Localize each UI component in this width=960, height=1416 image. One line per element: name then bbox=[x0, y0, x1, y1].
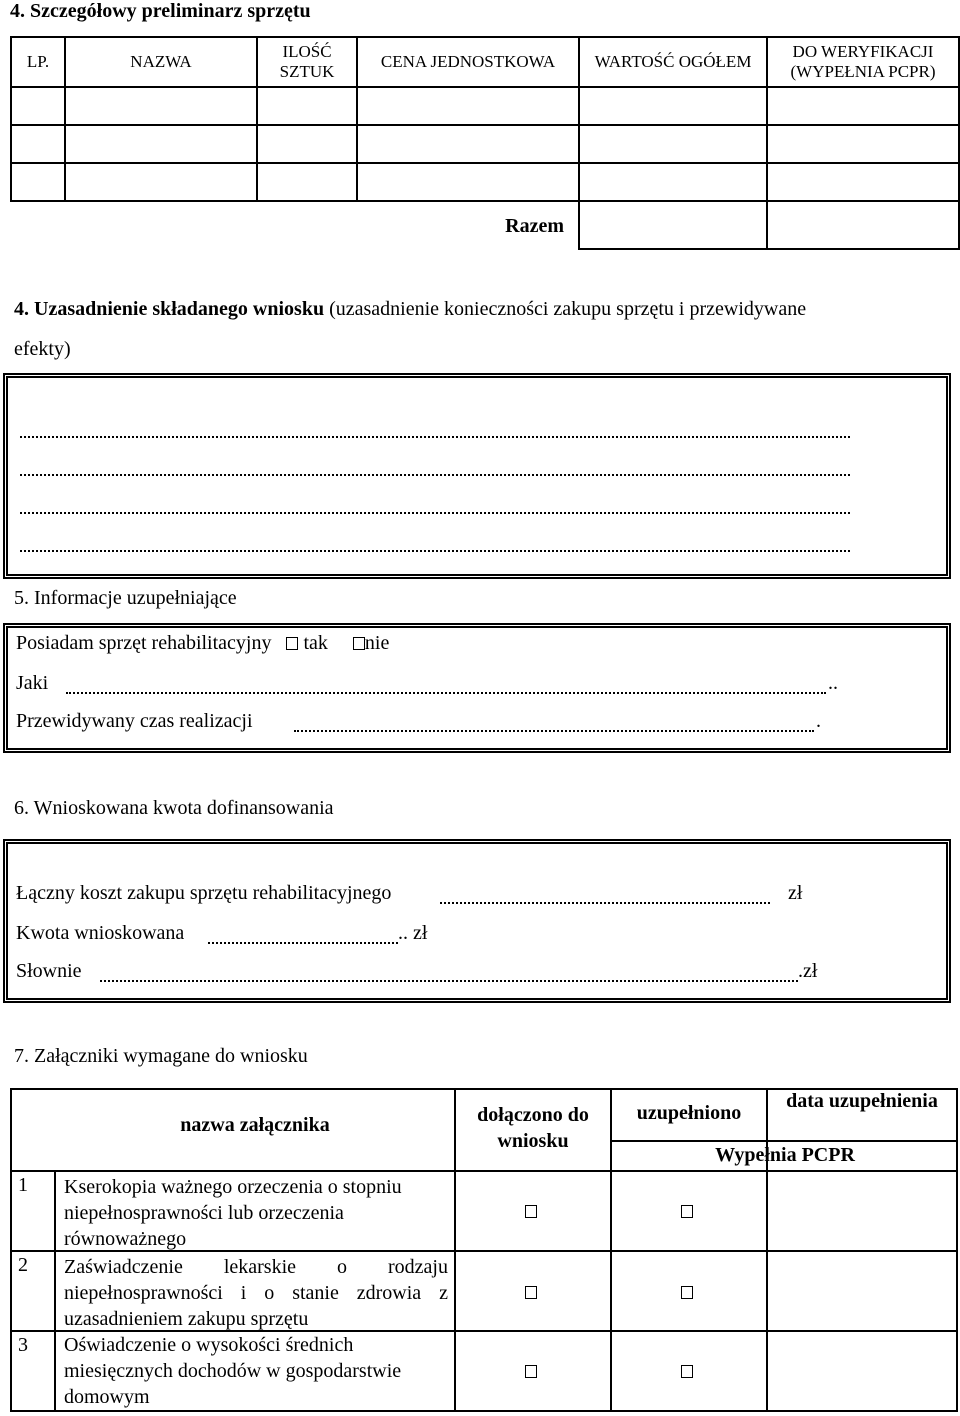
justification-title bbox=[14, 298, 806, 321]
justification-title-bold: 4. Uzasadnienie składanego wniosku bbox=[14, 298, 325, 320]
supplementary-info-box bbox=[6, 626, 948, 750]
row-1-completed-checkbox[interactable] bbox=[681, 1205, 693, 1218]
table-cell[interactable] bbox=[257, 87, 357, 125]
dotted-line bbox=[20, 550, 850, 552]
table-cell[interactable] bbox=[65, 163, 257, 201]
col-date-header: data uzupełnienia bbox=[786, 1090, 938, 1112]
row-3-completed-checkbox[interactable] bbox=[681, 1365, 693, 1378]
section-6-title: 6. Wnioskowana kwota dofinansowania bbox=[14, 797, 334, 819]
header-total-value: WARTOŚĆ OGÓŁEM bbox=[579, 37, 767, 87]
header-lp: LP. bbox=[11, 37, 65, 87]
table-cell[interactable] bbox=[11, 125, 65, 163]
table-row bbox=[11, 87, 959, 125]
row-2-line-2: niepełnosprawności i o stanie zdrowia z bbox=[64, 1282, 448, 1304]
equipment-question bbox=[16, 632, 389, 655]
time-end: . bbox=[816, 710, 821, 732]
section-5-title: 5. Informacje uzupełniające bbox=[14, 587, 237, 609]
row-3-line-1: Oświadczenie o wysokości średnich bbox=[64, 1334, 354, 1356]
table-cell[interactable] bbox=[579, 163, 767, 201]
equipment-table bbox=[10, 36, 960, 250]
table-row bbox=[11, 125, 959, 163]
words-end: .zł bbox=[798, 960, 818, 982]
requested-input[interactable] bbox=[208, 942, 398, 944]
justification-title-rest: (uzasadnienie konieczności zakupu sprzętu i przewidywane bbox=[324, 298, 807, 320]
row-1-attached-checkbox[interactable] bbox=[525, 1205, 537, 1218]
section-4-title: 4. Szczegółowy preliminarz sprzętu bbox=[10, 0, 311, 22]
requested-label: Kwota wnioskowana bbox=[16, 922, 185, 944]
row-2-line-3: uzasadnieniem zakupu sprzętu bbox=[64, 1308, 309, 1330]
which-input[interactable] bbox=[66, 692, 826, 694]
table-row bbox=[11, 163, 959, 201]
row-3-name bbox=[64, 1332, 448, 1410]
time-label: Przewidywany czas realizacji bbox=[16, 710, 253, 732]
row-2-completed-checkbox[interactable] bbox=[681, 1286, 693, 1299]
no-label: nie bbox=[364, 632, 390, 654]
words-input[interactable] bbox=[100, 980, 798, 982]
col-completed-header: uzupełniono bbox=[636, 1102, 742, 1124]
total-value-cell[interactable] bbox=[579, 201, 767, 249]
total-cost-currency: zł bbox=[788, 882, 803, 904]
table-cell[interactable] bbox=[767, 163, 959, 201]
justification-box[interactable] bbox=[6, 376, 948, 576]
table-cell[interactable] bbox=[579, 87, 767, 125]
row-3-line-3: domowym bbox=[64, 1386, 150, 1408]
row-2-name bbox=[64, 1254, 448, 1332]
total-cost-label: Łączny koszt zakupu sprzętu rehabilitacyjnego bbox=[16, 882, 392, 904]
row-2-line-1: Zaświadczenie lekarskie o rodzaju bbox=[64, 1256, 448, 1278]
table-cell[interactable] bbox=[767, 125, 959, 163]
equipment-table-header bbox=[11, 37, 959, 87]
table-cell[interactable] bbox=[579, 125, 767, 163]
row-3-num: 3 bbox=[18, 1334, 28, 1356]
header-name: NAZWA bbox=[65, 37, 257, 87]
table-cell[interactable] bbox=[11, 87, 65, 125]
row-1-line-2: niepełnosprawności lub orzeczenia bbox=[64, 1202, 344, 1224]
pcpr-note: Wypełnia PCPR bbox=[715, 1144, 855, 1166]
header-unit-price: CENA JEDNOSTKOWA bbox=[357, 37, 579, 87]
dotted-line bbox=[20, 474, 850, 476]
funding-box bbox=[6, 842, 948, 1000]
time-input[interactable] bbox=[294, 730, 814, 732]
table-cell[interactable] bbox=[257, 163, 357, 201]
table-cell[interactable] bbox=[357, 163, 579, 201]
table-cell[interactable] bbox=[257, 125, 357, 163]
attachments-table bbox=[10, 1088, 958, 1412]
total-verification-cell[interactable] bbox=[767, 201, 959, 249]
row-3-attached-checkbox[interactable] bbox=[525, 1365, 537, 1378]
dotted-line bbox=[20, 512, 850, 514]
header-qty: ILOŚĆ SZTUK bbox=[257, 37, 357, 87]
which-label: Jaki bbox=[16, 672, 49, 694]
col-name-header: nazwa załącznika bbox=[180, 1114, 330, 1136]
total-row bbox=[11, 201, 959, 249]
words-label: Słownie bbox=[16, 960, 82, 982]
table-cell[interactable] bbox=[357, 125, 579, 163]
row-1-num: 1 bbox=[18, 1174, 28, 1196]
checkbox-no[interactable] bbox=[353, 637, 365, 650]
col-attached-header: dołączono do wniosku bbox=[477, 1104, 589, 1152]
table-cell[interactable] bbox=[65, 125, 257, 163]
table-cell[interactable] bbox=[357, 87, 579, 125]
row-3-line-2: miesięcznych dochodów w gospodarstwie bbox=[64, 1360, 402, 1382]
total-label: Razem bbox=[11, 201, 579, 249]
row-1-line-1: Kserokopia ważnego orzeczenia o stopniu bbox=[64, 1176, 402, 1198]
table-cell[interactable] bbox=[65, 87, 257, 125]
checkbox-yes[interactable] bbox=[286, 637, 298, 650]
which-end: .. bbox=[828, 672, 838, 694]
total-cost-input[interactable] bbox=[440, 902, 770, 904]
table-cell[interactable] bbox=[767, 87, 959, 125]
row-2-num: 2 bbox=[18, 1254, 28, 1276]
table-cell[interactable] bbox=[11, 163, 65, 201]
dotted-line bbox=[20, 436, 850, 438]
yes-label: tak bbox=[303, 632, 328, 654]
row-1-line-3: równoważnego bbox=[64, 1228, 187, 1250]
justification-title-line2: efekty) bbox=[14, 338, 71, 360]
row-2-attached-checkbox[interactable] bbox=[525, 1286, 537, 1299]
equipment-label: Posiadam sprzęt rehabilitacyjny bbox=[16, 632, 272, 654]
row-1-name bbox=[64, 1174, 448, 1252]
header-verification: DO WERYFIKACJI (WYPEŁNIA PCPR) bbox=[767, 37, 959, 87]
section-7-title: 7. Załączniki wymagane do wniosku bbox=[14, 1045, 308, 1067]
requested-end: .. zł bbox=[398, 922, 428, 944]
